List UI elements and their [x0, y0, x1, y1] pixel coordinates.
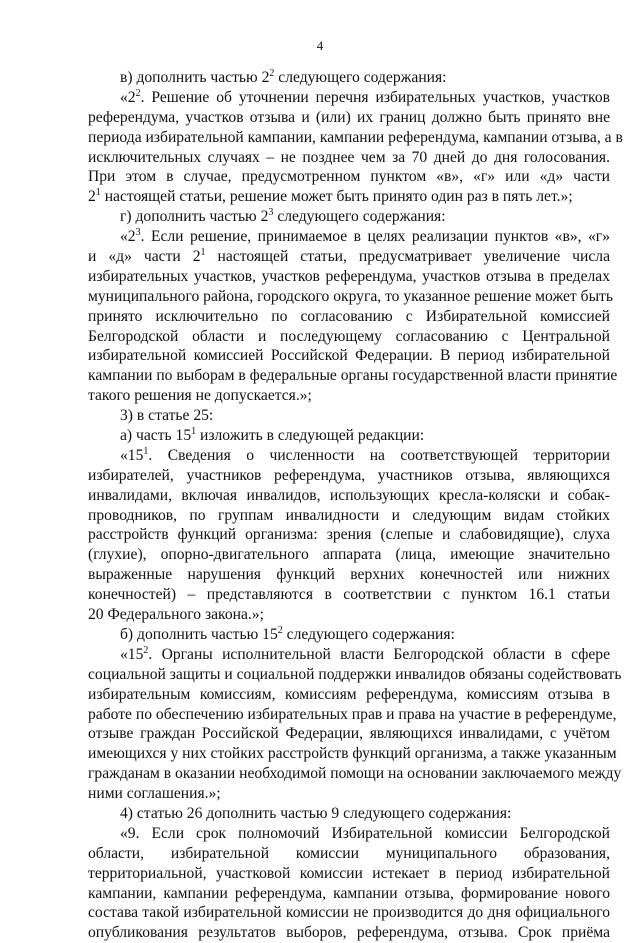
superscript: 2: [277, 624, 283, 636]
superscript: 1: [95, 187, 101, 199]
text-segment: следующего содержания:: [274, 69, 447, 86]
text-line: [88, 685, 610, 705]
text-line: [88, 824, 610, 844]
text-segment: исключительных случаях – не позднее чем за 70 дней до дня голосования.: [88, 148, 610, 166]
text-line: [88, 167, 610, 187]
text-line: [88, 506, 610, 526]
text-line: [88, 923, 610, 943]
text-segment: опубликования результатов выборов, референдума, отзыва. Срок приёма: [88, 924, 610, 942]
text-segment: настоящей статьи, решение может быть принято один раз в пять лет.»;: [100, 188, 573, 206]
text-line: [88, 426, 610, 446]
text-segment: При этом в случае, предусмотренном пунктом «в», «г» или «д» части: [88, 168, 610, 186]
text-line: [88, 346, 610, 366]
text-segment: проводников, по группам инвалидности и следующим видам стойких: [88, 506, 610, 524]
text-segment: избирательной комиссией Российской Федерации. В период избирательной: [88, 347, 610, 365]
text-segment: референдума, участков отзыва и (или) их границ должно быть принято вне: [88, 108, 610, 126]
text-segment: следующего содержания:: [273, 208, 446, 226]
text-segment: выраженные нарушения функций верхних конечностей или нижних: [88, 566, 610, 584]
superscript: 2: [135, 87, 141, 99]
text-segment: . Органы исполнительной власти Белгородской области в сфере: [148, 645, 610, 663]
text-segment: «15: [120, 446, 144, 464]
text-line: [88, 764, 622, 784]
text-line: [88, 844, 610, 864]
text-line: [88, 864, 610, 884]
text-line: [88, 148, 610, 168]
superscript: 1: [200, 247, 206, 259]
text-line: [88, 784, 610, 804]
text-line: [88, 545, 610, 565]
text-line: [88, 625, 610, 645]
superscript: 2: [143, 644, 149, 656]
text-line: [88, 466, 610, 486]
text-segment: территориальной, участковой комиссии истекает в период избирательной: [88, 864, 610, 882]
text-segment: в) дополнить частью 2: [120, 69, 270, 86]
text-segment: изложить в следующей редакции:: [196, 427, 425, 445]
text-segment: . Сведения о численности на соответствующей территории: [148, 446, 610, 464]
text-line: [88, 327, 610, 347]
text-segment: принято исключительно по согласованию с Избирательной комиссией: [88, 307, 610, 325]
text-line: [88, 585, 610, 605]
text-line: [88, 287, 613, 307]
text-segment: имеющихся у них стойких расстройств функций организма, а также указанным: [88, 745, 617, 763]
text-segment: муниципального района, городского округа, то указанное решение может быть: [88, 287, 613, 305]
text-line: [88, 525, 610, 545]
text-line: [88, 68, 610, 88]
text-segment: следующего содержания:: [282, 625, 455, 643]
text-line: [88, 884, 610, 904]
text-segment: избирательным комиссиям, комиссиям референдума, комиссиям отзыва в: [88, 685, 610, 703]
text-segment: 3) в статье 25:: [120, 407, 214, 425]
text-line: [88, 804, 610, 824]
text-segment: избирателей, участников референдума, участников отзыва, являющихся: [88, 466, 610, 484]
text-line: [88, 705, 617, 725]
text-segment: гражданам в оказании необходимой помощи на основании заключаемого между: [88, 765, 622, 783]
text-segment: б) дополнить частью 15: [120, 625, 278, 643]
text-segment: отзыве граждан Российской Федерации, являющихся инвалидами, с учётом: [88, 725, 610, 743]
text-line: [88, 187, 610, 207]
text-line: [88, 307, 610, 327]
text-segment: кампании, кампании референдума, кампании отзыва, формирование нового: [88, 884, 610, 902]
text-line: [88, 267, 610, 287]
document-body: [88, 68, 623, 943]
text-line: [88, 227, 610, 247]
text-segment: периода избирательной кампании, кампании референдума, кампании отзыва, а в: [88, 128, 623, 146]
text-segment: и «д» части 2: [88, 248, 201, 266]
superscript: 1: [191, 426, 197, 438]
superscript: 3: [135, 227, 141, 239]
text-line: [88, 645, 610, 665]
text-segment: 2: [88, 188, 96, 206]
text-segment: конечностей) – представляются в соответствии с пунктом 16.1 статьи: [88, 586, 610, 604]
text-line: [88, 665, 622, 685]
text-line: [88, 247, 610, 267]
text-segment: работе по обеспечению избирательных прав и права на участие в референдуме,: [88, 705, 617, 723]
text-line: [88, 903, 610, 923]
text-line: [88, 744, 617, 764]
text-line: [88, 88, 610, 108]
text-segment: такого решения не допускается.»;: [88, 387, 312, 405]
superscript: 1: [143, 445, 149, 457]
text-segment: «2: [120, 228, 136, 246]
text-line: [88, 128, 623, 148]
text-segment: «15: [120, 645, 144, 663]
text-segment: состава такой избирательной комиссии не производится до дня официального: [88, 904, 610, 922]
text-segment: 20 Федерального закона.»;: [88, 606, 264, 624]
text-segment: . Если решение, принимаемое в целях реализации пунктов «в», «г»: [140, 228, 610, 246]
text-line: [88, 605, 610, 625]
text-line: [88, 366, 618, 386]
page-number: 4: [316, 38, 324, 53]
superscript: 2: [269, 68, 275, 79]
text-segment: (глухие), опорно-двигательного аппарата (лица, имеющие значительно: [88, 546, 610, 564]
text-segment: «9. Если срок полномочий Избирательной комиссии Белгородской: [120, 824, 610, 842]
text-segment: . Решение об уточнении перечня избирательных участков, участков: [140, 88, 610, 106]
text-segment: области, избирательной комиссии муниципального образования,: [88, 844, 610, 862]
text-line: [88, 446, 610, 466]
superscript: 3: [268, 207, 274, 219]
text-segment: инвалидами, включая инвалидов, использующих кресла-коляски и собак-: [88, 486, 610, 504]
text-segment: расстройств функций организма: зрения (слепые и слабовидящие), слуха: [88, 526, 610, 544]
text-segment: социальной защиты и социальной поддержки инвалидов обязаны содействовать: [88, 665, 622, 683]
text-segment: Белгородской области и последующему согласованию с Центральной: [88, 327, 610, 345]
text-line: [88, 108, 610, 128]
text-segment: г) дополнить частью 2: [120, 208, 269, 226]
text-segment: ними соглашения.»;: [88, 785, 221, 803]
text-line: [88, 486, 610, 506]
text-segment: настоящей статьи, предусматривает увеличение числа: [205, 248, 610, 266]
text-segment: кампании по выборам в федеральные органы государственной власти принятие: [88, 367, 618, 385]
text-segment: 4) статью 26 дополнить частью 9 следующего содержания:: [120, 804, 512, 822]
text-line: [88, 207, 610, 227]
text-line: [88, 406, 610, 426]
text-segment: а) часть 15: [120, 427, 192, 445]
text-line: [88, 565, 610, 585]
text-line: [88, 386, 610, 406]
text-segment: «2: [120, 88, 136, 106]
text-segment: избирательных участков, участков референдума, участков отзыва в пределах: [88, 267, 610, 285]
text-line: [88, 724, 610, 744]
